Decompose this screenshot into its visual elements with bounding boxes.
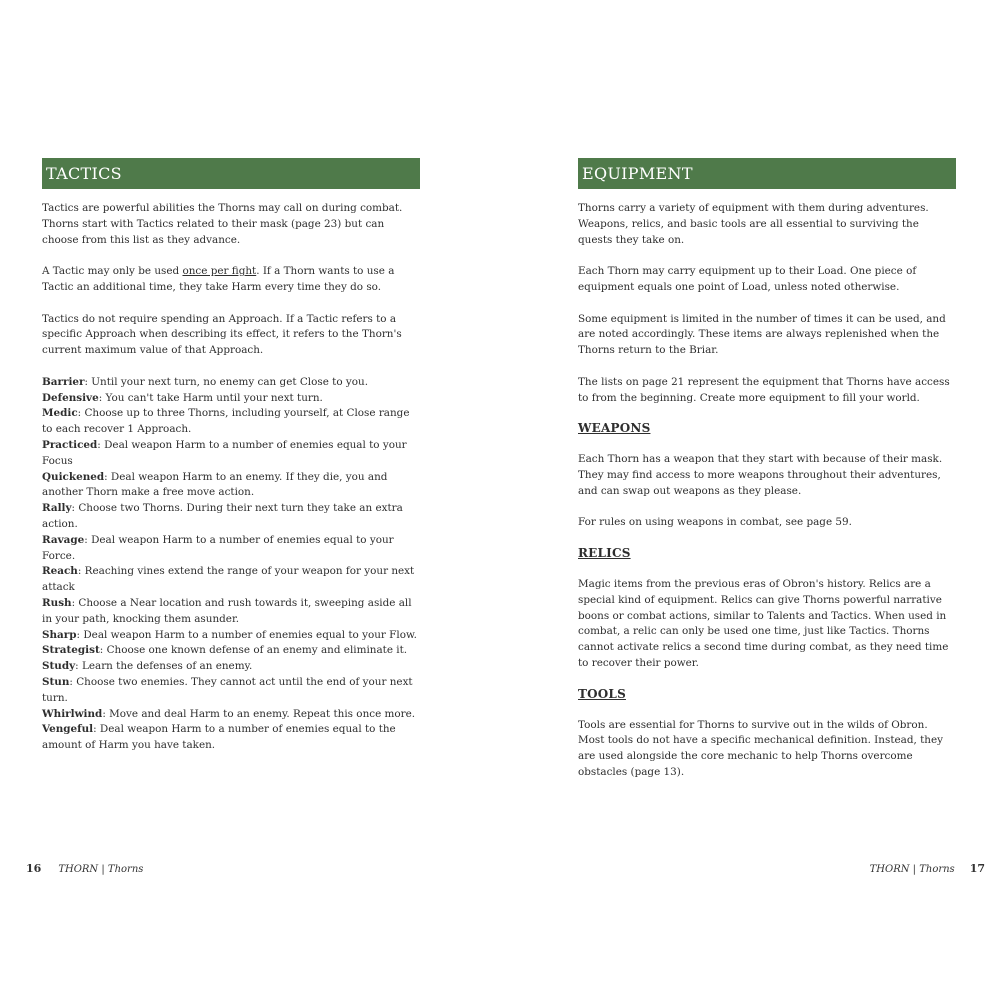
tactic-desc: : Deal weapon Harm to a number of enemies equal to the amount of Harm you have taken. [42, 723, 396, 752]
intro-2-start: A Tactic may only be used [42, 265, 183, 278]
tactic-item [42, 643, 420, 659]
equipment-para-3: Some equipment is limited in the number of times it can be used, and are noted accordingly. These items are always replenished when the Thorns return to the Briar. [578, 312, 946, 357]
tactic-name: Vengeful [42, 723, 94, 736]
left-footer [26, 862, 143, 875]
page-number: 17 [969, 862, 985, 875]
tactics-body [42, 201, 420, 754]
equipment-para-1: Thorns carry a variety of equipment with them during adventures. Weapons, relics, and basic tools are all essential to surviving the quests they take on. [578, 202, 929, 246]
tactic-desc: : Move and deal Harm to an enemy. Repeat this once more. [102, 707, 416, 720]
tactic-desc: : Until your next turn, no enemy can get Close to you. [84, 375, 369, 388]
equipment-para-2: Each Thorn may carry equipment up to their Load. One piece of equipment equals one point of Load, unless noted otherwise. [578, 265, 917, 293]
equipment-heading: EQUIPMENT [578, 158, 956, 189]
tactics-intro-1: Tactics are powerful abilities the Thorns may call on during combat. Thorns start with Tactics related to their mask (page 23) but can choose from this list as they advance. [42, 202, 403, 246]
weapons-para-1: Each Thorn has a weapon that they start with because of their mask. They may find access to more weapons throughout their adventures, and can swap out weapons as they please. [578, 453, 943, 497]
tactic-desc: : Choose up to three Thorns, including yourself, at Close range to each recover 1 Approach. [42, 407, 410, 436]
right-column [578, 158, 956, 781]
page-number: 16 [26, 862, 42, 875]
once-per-fight-emphasis: once per fight [182, 265, 257, 278]
left-column [42, 158, 420, 754]
tactic-item [42, 375, 420, 391]
tactic-item [42, 438, 420, 470]
tactic-name: Defensive [42, 391, 99, 404]
tactic-name: Quickened [42, 470, 105, 483]
tactic-item [42, 564, 420, 596]
tactic-item [42, 406, 420, 438]
tactics-intro-2 [42, 264, 420, 296]
tactic-desc: : Deal weapon Harm to an enemy. If they die, you and another Thorn make a free move action. [42, 470, 388, 499]
tactic-item [42, 722, 420, 754]
tactic-desc: : Choose a Near location and rush towards it, sweeping aside all in your path, knocking them asunder. [42, 596, 412, 625]
tactic-name: Medic [42, 407, 78, 420]
tactic-name: Rush [42, 596, 72, 609]
tactic-name: Whirlwind [42, 707, 103, 720]
tactic-name: Barrier [42, 375, 85, 388]
tactic-desc: : Choose two enemies. They cannot act until the end of your next turn. [42, 675, 413, 704]
tactic-item [42, 470, 420, 502]
tactic-desc: : Deal weapon Harm to a number of enemies equal to your Focus [42, 438, 407, 467]
tactic-desc: : Choose two Thorns. During their next turn they take an extra action. [42, 502, 403, 530]
weapons-para-2: For rules on using weapons in combat, see page 59. [578, 516, 852, 529]
right-footer [870, 862, 985, 875]
tools-para-1: Tools are essential for Thorns to survive out in the wilds of Obron. Most tools do not have a specific mechanical definition. Instead, they are used alongside the core mechanic to help Thorns overcome obstacles (page 13). [578, 718, 943, 778]
tactics-intro-3: Tactics do not require spending an Approach. If a Tactic refers to a specific Approach when describing its effect, it refers to the Thorn's current maximum value of that Approach. [42, 312, 402, 357]
tactic-desc: : Choose one known defense of an enemy and eliminate it. [99, 644, 408, 657]
tactic-item [42, 707, 420, 723]
equipment-para-4: The lists on page 21 represent the equipment that Thorns have access to from the beginning. Create more equipment to fill your world. [578, 375, 950, 404]
tactic-name: Strategist [42, 644, 100, 657]
tactic-desc: : Learn the defenses of an enemy. [75, 660, 253, 673]
tactic-desc: : Reaching vines extend the range of your weapon for your next attack [42, 565, 415, 594]
tactic-name: Rally [42, 502, 72, 515]
relics-para-1: Magic items from the previous eras of Obron's history. Relics are a special kind of equipment. Relics can give Thorns powerful narrative boons or combat actions, similar to Talents and Tactics. When used in combat, a relic can only be used one time, just like Tactics. Thorns cannot activate relics a second time during combat, as they need time to recover their power. [578, 577, 949, 669]
tactic-name: Ravage [42, 533, 85, 546]
intro-2-end: . If a Thorn wants to use a Tactic an additional time, they take Harm every time they do so. [42, 265, 395, 293]
tactics-heading: TACTICS [42, 158, 420, 189]
tactic-item [42, 391, 420, 407]
tactic-desc: : You can't take Harm until your next turn. [98, 391, 323, 404]
tactic-name: Stun [42, 675, 70, 688]
tactic-name: Practiced [42, 438, 98, 451]
right-page [500, 0, 1000, 1000]
tactic-item [42, 659, 420, 675]
tactic-item [42, 596, 420, 628]
weapons-heading: WEAPONS [578, 421, 651, 436]
tactic-item [42, 628, 420, 644]
running-title: THORN | Thorns [869, 864, 955, 875]
tactic-item [42, 675, 420, 707]
tactic-item [42, 533, 420, 565]
tools-heading: TOOLS [578, 686, 626, 701]
tactic-desc: : Deal weapon Harm to a number of enemies equal to your Force. [42, 533, 394, 562]
tactic-name: Reach [42, 565, 78, 578]
tactics-list [42, 375, 420, 754]
tactic-item [42, 501, 420, 533]
tactic-desc: : Deal weapon Harm to a number of enemies equal to your Flow. [76, 628, 417, 641]
tactic-name: Study [42, 660, 76, 673]
equipment-body [578, 201, 956, 781]
tactic-name: Sharp [42, 628, 77, 641]
relics-heading: RELICS [578, 546, 631, 561]
running-title: THORN | Thorns [58, 864, 144, 875]
